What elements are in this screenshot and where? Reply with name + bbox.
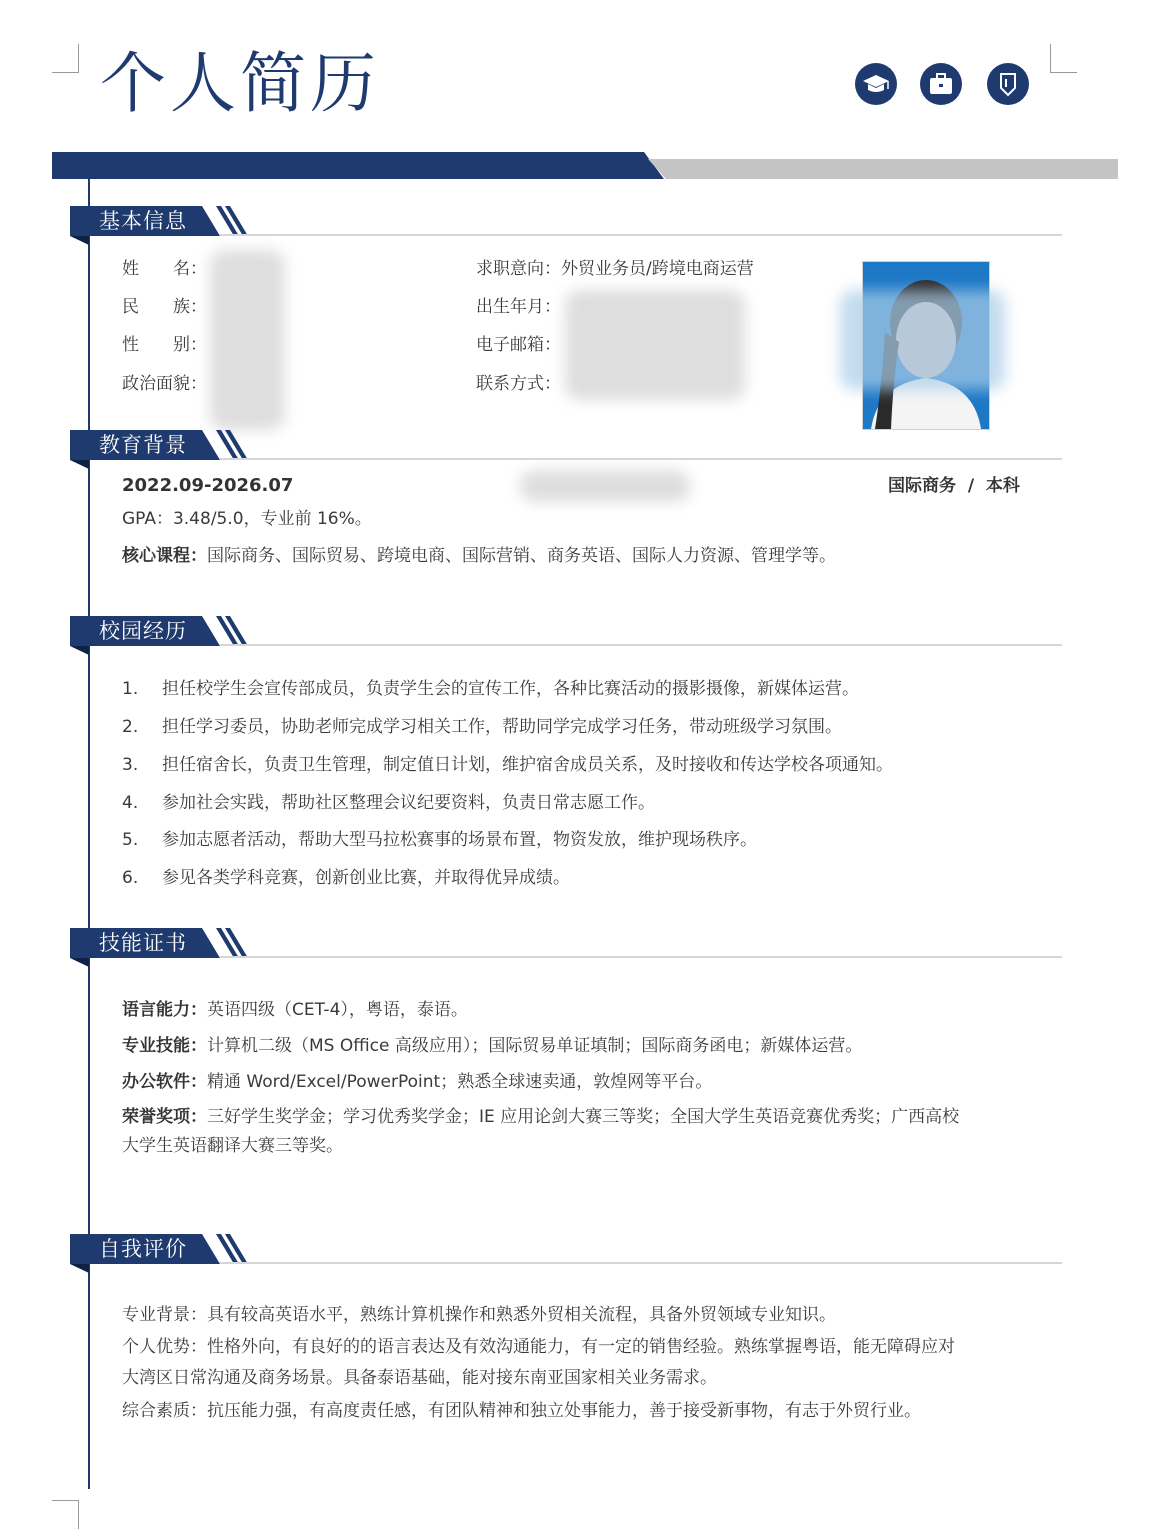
section-header-skills xyxy=(70,926,1062,970)
list-item: 3. 担任宿舍长，负责卫生管理，制定值日计划，维护宿舍成员关系，及时接收和传达学校各项通知。 xyxy=(122,755,893,775)
header-band-blue xyxy=(52,152,664,179)
skill-office: 办公软件：精通 Word/Excel/PowerPoint；熟悉全球速卖通，敦煌网等平台。 xyxy=(122,1072,713,1092)
photo-blur-overlay xyxy=(840,290,1005,390)
redacted-contact-info xyxy=(565,290,745,400)
skill-professional: 专业技能：计算机二级（MS Office 高级应用）；国际贸易单证填制；国际商务函电；新媒体运营。 xyxy=(122,1036,863,1056)
section-header-campus xyxy=(70,614,1062,658)
skill-honors-continued: 大学生英语翻译大赛三等奖。 xyxy=(122,1136,343,1156)
self-eval-line: 大湾区日常沟通及商务场景。具备泰语基础，能对接东南亚国家相关业务需求。 xyxy=(122,1368,717,1388)
timeline-line xyxy=(88,179,90,1489)
briefcase-icon xyxy=(920,63,962,105)
header-band-gray xyxy=(648,159,1118,179)
contact-label: 联系方式： xyxy=(476,374,561,394)
list-item: 1. 担任校学生会宣传部成员，负责学生会的宣传工作，各种比赛活动的摄影摄像，新媒体运营。 xyxy=(122,679,859,699)
section-title: 校园经历 xyxy=(99,619,187,643)
section-header-self-eval xyxy=(70,1232,1062,1276)
email-label: 电子邮箱： xyxy=(476,335,561,355)
corner-mark-top-right xyxy=(1050,44,1077,73)
section-title: 基本信息 xyxy=(99,209,187,233)
self-eval-line: 专业背景：具有较高英语水平，熟练计算机操作和熟悉外贸相关流程，具备外贸领域专业知识。 xyxy=(122,1305,836,1325)
corner-mark-bottom-left xyxy=(52,1500,79,1529)
skill-language: 语言能力：英语四级（CET-4），粤语，泰语。 xyxy=(122,1000,468,1020)
list-item: 6. 参见各类学科竞赛，创新创业比赛，并取得优异成绩。 xyxy=(122,868,570,888)
education-period: 2022.09-2026.07 xyxy=(122,475,294,496)
core-courses: 核心课程：国际商务、国际贸易、跨境电商、国际营销、商务英语、国际人力资源、管理学等。 xyxy=(122,546,836,566)
birth-label: 出生年月： xyxy=(476,297,561,317)
list-item: 4. 参加社会实践，帮助社区整理会议纪要资料，负责日常志愿工作。 xyxy=(122,793,655,813)
section-header-basic-info xyxy=(70,204,1062,248)
section-title: 教育背景 xyxy=(99,433,187,457)
ethnicity-label: 民 族： xyxy=(122,297,207,317)
graduation-cap-icon xyxy=(855,63,897,105)
section-header-education xyxy=(70,428,1062,472)
list-item: 2. 担任学习委员，协助老师完成学习相关工作，帮助同学完成学习任务，带动班级学习氛围。 xyxy=(122,717,842,737)
self-eval-line: 个人优势：性格外向，有良好的的语言表达及有效沟通能力，有一定的销售经验。熟练掌握粤语，能无障碍应对 xyxy=(122,1337,955,1357)
self-eval-line: 综合素质：抗压能力强，有高度责任感，有团队精神和独立处事能力，善于接受新事物，有志于外贸行业。 xyxy=(122,1401,921,1421)
skill-honors: 荣誉奖项：三好学生奖学金；学习优秀奖学金；IE 应用论剑大赛三等奖；全国大学生英语竞赛优秀奖；广西高校 xyxy=(122,1107,960,1127)
gender-label: 性 别： xyxy=(122,335,207,355)
badge-icon xyxy=(987,63,1029,105)
page-title: 个人简历 xyxy=(100,45,380,122)
name-label: 姓 名： xyxy=(122,259,207,279)
section-title: 自我评价 xyxy=(99,1237,187,1261)
corner-mark-top-left xyxy=(52,44,79,73)
job-intention: 求职意向：外贸业务员/跨境电商运营 xyxy=(476,259,754,279)
redacted-school-name xyxy=(520,470,690,502)
major-degree: 国际商务 / 本科 xyxy=(888,476,1020,496)
section-title: 技能证书 xyxy=(99,931,187,955)
gpa: GPA：3.48/5.0，专业前 16%。 xyxy=(122,509,372,529)
list-item: 5. 参加志愿者活动，帮助大型马拉松赛事的场景布置，物资发放，维护现场秩序。 xyxy=(122,830,757,850)
redacted-personal-info xyxy=(210,250,285,430)
political-label: 政治面貌： xyxy=(122,374,207,394)
